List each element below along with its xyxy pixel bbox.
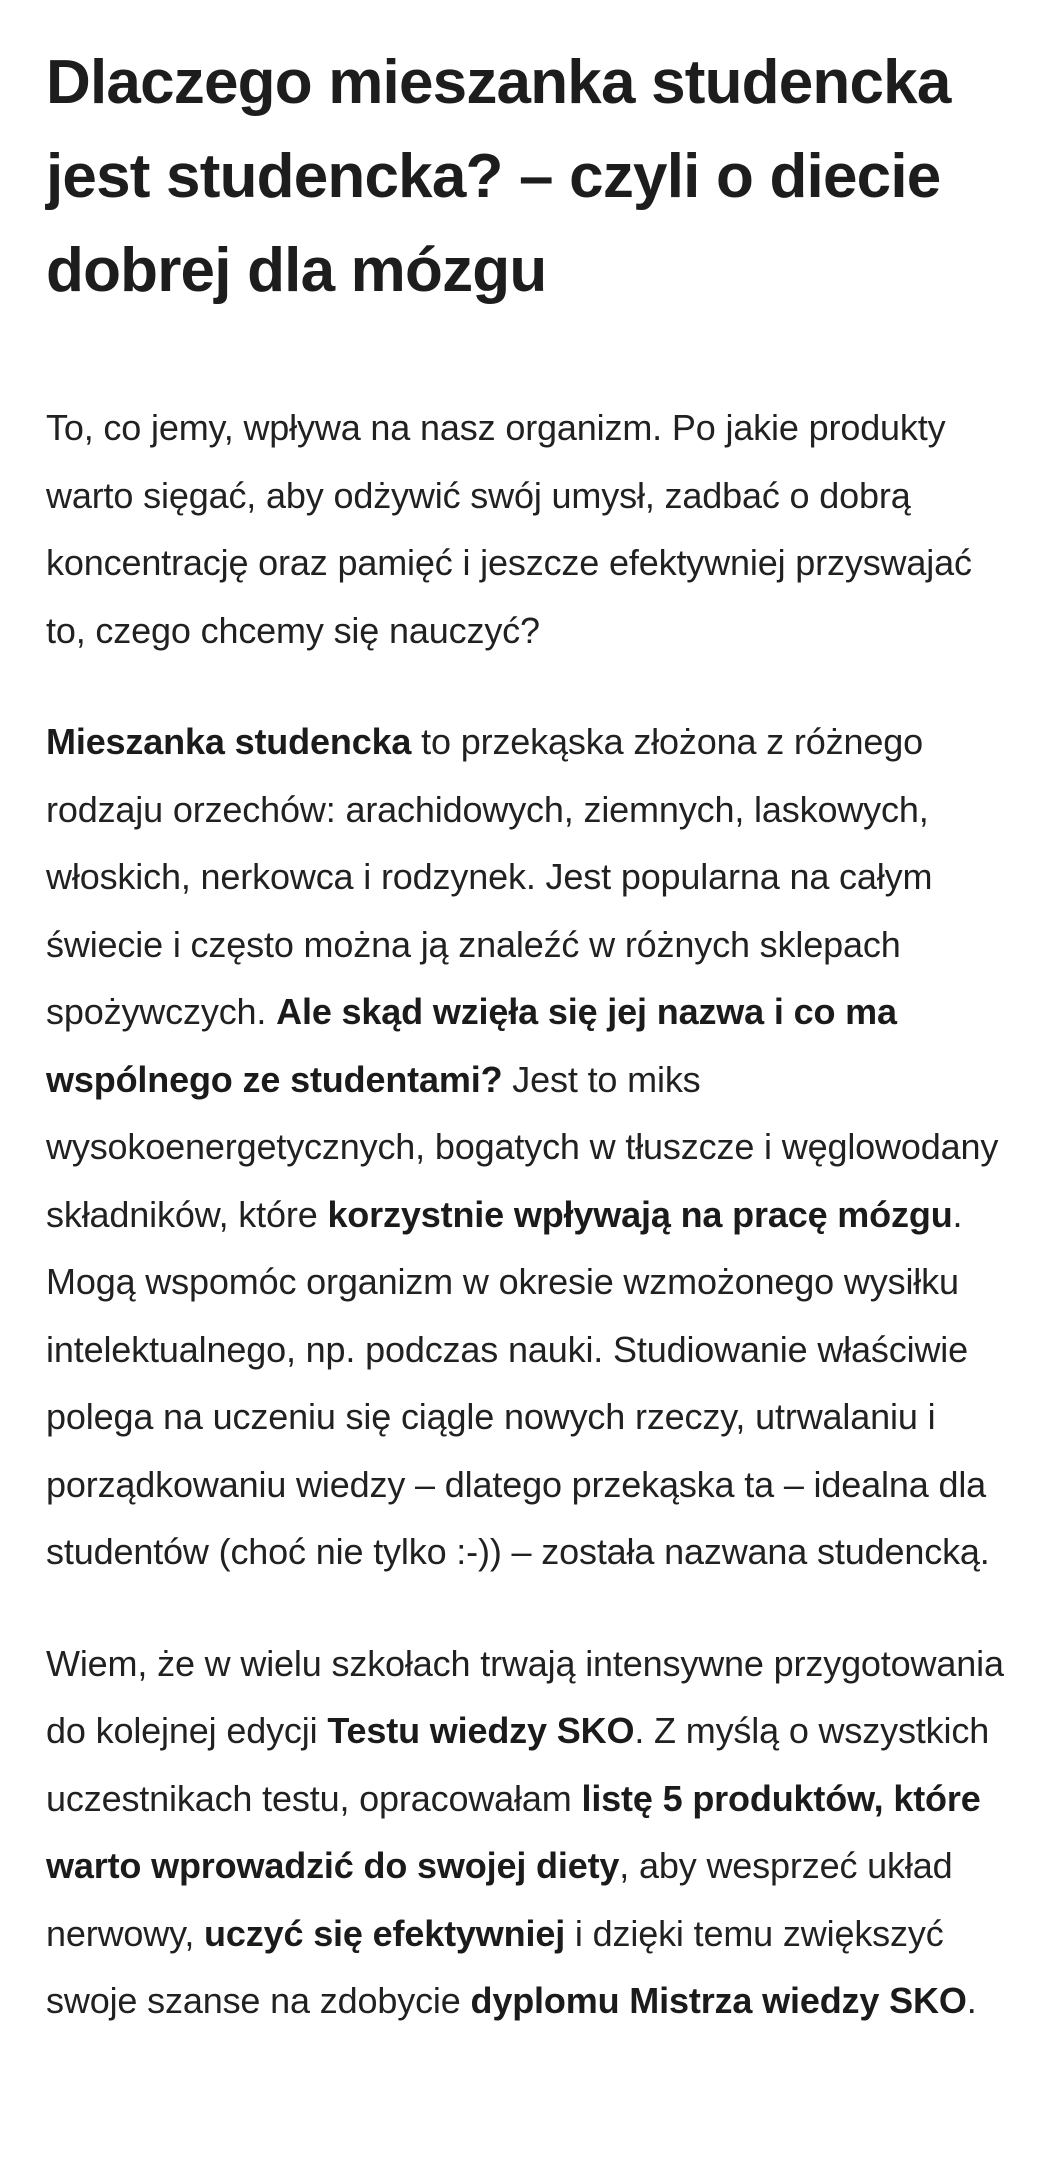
text-run: . <box>966 1980 977 2021</box>
text-run: i dzięki temu zwiększyć swoje szanse na zdobycie <box>46 1912 944 2021</box>
paragraph-sko <box>46 1630 1010 2035</box>
paragraph-mieszanka <box>46 708 1010 1586</box>
article-title: Dlaczego mieszanka studencka jest studencka? – czyli o diecie dobrej dla mózgu <box>46 48 951 305</box>
text-run: Wiem, że w wielu szkołach trwają intensywne przygotowania do kolejnej edycji <box>46 1642 1004 1751</box>
text-run: . Mogą wspomóc organizm w okresie wzmożonego wysiłku intelektualnego, np. podczas nauki. Studiowanie właściwie polega na uczeniu się ciągle nowych rzeczy, utrwalaniu i porządkowaniu wiedzy – dlatego przekąska ta – idealna dla studentów (choć nie tylko :-)) – została nazwana studencką. <box>46 1193 990 1572</box>
text-run: , aby wesprzeć układ nerwowy, <box>46 1845 953 1954</box>
text-run: . Z myślą o wszystkich uczestnikach testu, opracowałam <box>46 1710 990 1819</box>
text-run: To, co jemy, wpływa na nasz organizm. Po jakie produkty warto sięgać, aby odżywić swój umysł, zadbać o dobrą koncentrację oraz pamięć i jeszcze efektywniej przyswajać to, czego chcemy się nauczyć? <box>46 407 972 651</box>
bold-text: Ale skąd wzięła się jej nazwa i co ma wspólnego ze studentami? <box>46 991 897 1100</box>
text-run: Jest to miks wysokoenergetycznych, bogatych w tłuszcze i węglowodany składników, które <box>46 1058 999 1235</box>
bold-text: korzystnie wpływają na pracę mózgu <box>327 1193 953 1235</box>
paragraph-intro <box>46 394 1010 664</box>
bold-text: listę 5 produktów, które warto wprowadzić do swojej diety <box>46 1777 981 1886</box>
bold-text: dyplomu Mistrza wiedzy SKO <box>470 1980 967 2021</box>
bold-text: uczyć się efektywniej <box>204 1912 566 1954</box>
bold-text: Testu wiedzy SKO <box>327 1710 635 1751</box>
bold-text: Mieszanka studencka <box>46 721 412 762</box>
text-run: to przekąska złożona z różnego rodzaju orzechów: arachidowych, ziemnych, laskowych, włoskich, nerkowca i rodzynek. Jest popularna na całym świecie i często można ją znaleźć w różnych sklepach spożywczych. <box>46 721 933 1032</box>
